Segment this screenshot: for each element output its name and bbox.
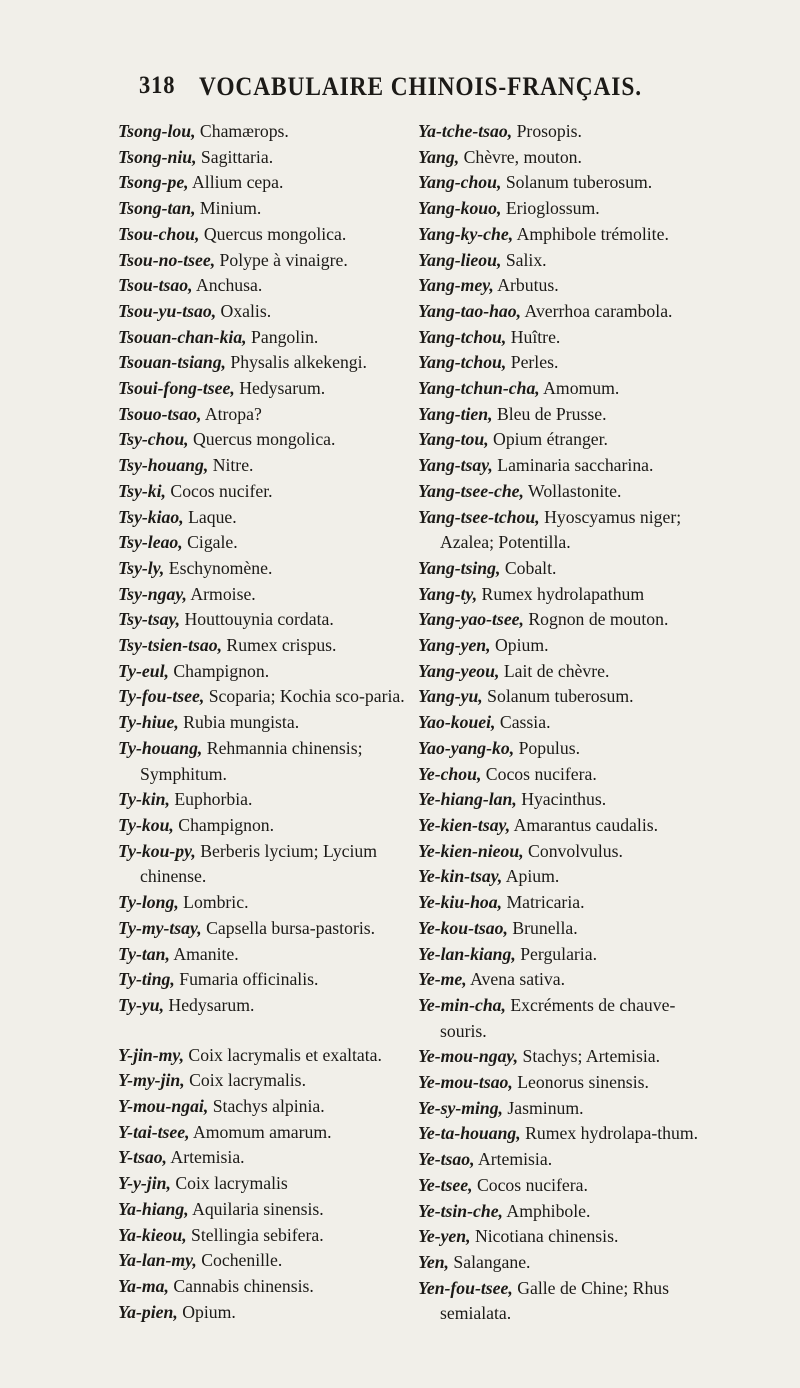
entry-definition: Arbutus.: [493, 275, 559, 296]
entry-term: Yen,: [418, 1251, 449, 1272]
entry-term: Yang-tchun-cha,: [418, 378, 540, 399]
vocabulary-entry: [118, 993, 418, 1019]
entry-definition: Houttouynia cordata.: [180, 609, 334, 630]
entry-definition: Fumaria officinalis.: [174, 969, 319, 990]
entry-definition: Rumex hydrolapa-thum.: [520, 1123, 699, 1144]
entry-definition: Matricaria.: [502, 892, 585, 913]
entry-term: Y-my-jin,: [118, 1070, 185, 1091]
entry-definition: Laminaria saccharina.: [492, 455, 654, 476]
entry-term: Yang-yen,: [418, 635, 491, 656]
entry-definition: Coix lacrymalis et exaltata.: [184, 1044, 382, 1065]
entry-definition: Sagittaria.: [196, 146, 274, 167]
entry-term: Tsouan-chan-kia,: [118, 326, 247, 347]
vocabulary-entry: [118, 170, 418, 196]
entry-definition: Amphibole trémolite.: [513, 223, 669, 244]
vocabulary-entry: [418, 505, 718, 556]
vocabulary-entry: [118, 684, 418, 710]
entry-definition: Coix lacrymalis: [170, 1173, 288, 1194]
vocabulary-entry: [418, 967, 718, 993]
vocabulary-entry: [418, 890, 718, 916]
entry-term: Ty-tan,: [118, 943, 170, 964]
entry-definition: Averrhoa carambola.: [521, 300, 673, 321]
entry-term: Ye-yen,: [418, 1226, 471, 1247]
entry-term: Yang-tien,: [418, 403, 493, 424]
vocabulary-entry: [118, 222, 418, 248]
vocabulary-entry: [118, 530, 418, 556]
entry-definition: Stachys; Artemisia.: [518, 1046, 661, 1067]
vocabulary-entry: [418, 1250, 718, 1276]
entry-definition: Hedysarum.: [234, 378, 326, 399]
vocabulary-entry: [118, 890, 418, 916]
entry-definition: Coix lacrymalis.: [184, 1070, 306, 1091]
entry-term: Ty-kou,: [118, 814, 174, 835]
entry-term: Yang-yao-tsee,: [418, 609, 524, 630]
vocabulary-entry: [118, 1274, 418, 1300]
entry-definition: Cannabis chinensis.: [168, 1275, 314, 1296]
vocabulary-entry: [418, 582, 718, 608]
entry-definition: Rumex hydrolapathum: [477, 583, 645, 604]
page-number: 318: [139, 72, 176, 99]
entry-term: Ye-hiang-lan,: [418, 789, 517, 810]
entry-definition: Hyacinthus.: [516, 789, 607, 810]
entry-term: Tsy-ngay,: [118, 583, 187, 604]
vocabulary-entry: [418, 710, 718, 736]
entry-definition: Apium.: [502, 866, 560, 887]
vocabulary-entry: [418, 453, 718, 479]
vocabulary-entry: [418, 1199, 718, 1225]
vocabulary-entry: [118, 453, 418, 479]
entry-term: Ye-lan-kiang,: [418, 943, 516, 964]
entry-term: Y-tsao,: [118, 1147, 167, 1168]
entry-term: Yang-ky-che,: [418, 223, 514, 244]
entry-definition: Salangane.: [448, 1251, 531, 1272]
vocabulary-entry: [118, 119, 418, 145]
entry-term: Ya-tche-tsao,: [418, 121, 513, 141]
vocabulary-entry: [118, 736, 418, 787]
entry-definition: Convolvulus.: [523, 840, 623, 861]
entry-term: Ya-pien,: [118, 1301, 178, 1322]
entry-definition: Rumex crispus.: [222, 635, 337, 656]
entry-term: Ty-hiue,: [118, 712, 179, 733]
entry-definition: Lait de chèvre.: [499, 660, 610, 681]
vocabulary-entry: [118, 376, 418, 402]
entry-term: Ye-kien-nieou,: [418, 840, 524, 861]
vocabulary-entry: [418, 273, 718, 299]
entry-term: Ty-my-tsay,: [118, 917, 202, 938]
entry-term: Y-mou-ngai,: [118, 1096, 209, 1117]
entry-definition: Berberis lycium; Lycium chinense.: [140, 840, 378, 887]
entry-term: Ty-long,: [118, 892, 179, 913]
entry-term: Yang-tchou,: [418, 352, 507, 373]
entry-definition: Oxalis.: [216, 300, 272, 321]
entry-definition: Cochenille.: [196, 1250, 283, 1271]
entry-definition: Huître.: [506, 326, 561, 347]
vocabulary-entry: [418, 196, 718, 222]
vocabulary-entry: [118, 582, 418, 608]
vocabulary-entry: [118, 273, 418, 299]
vocabulary-entry: [418, 942, 718, 968]
vocabulary-entry: [118, 350, 418, 376]
entry-term: Ye-ta-houang,: [418, 1123, 521, 1144]
entry-definition: Amanite.: [169, 943, 239, 964]
vocabulary-entry: [118, 710, 418, 736]
entry-definition: Amomum.: [539, 378, 620, 399]
entry-definition: Quercus mongolica.: [199, 223, 347, 244]
entry-term: Tsouo-tsao,: [118, 403, 202, 424]
entry-term: Ye-chou,: [418, 763, 482, 784]
entry-definition: Chèvre, mouton.: [459, 146, 582, 167]
entry-term: Yao-kouei,: [418, 712, 496, 733]
entry-term: Tsy-ki,: [118, 480, 166, 501]
entry-definition: Rognon de mouton.: [523, 609, 669, 630]
entry-term: Yang-chou,: [418, 172, 502, 193]
entry-definition: Galle de Chine; Rhus semialata.: [440, 1277, 670, 1324]
entry-term: Tsouan-tsiang,: [118, 352, 226, 373]
vocabulary-entry: [118, 633, 418, 659]
entry-definition: Artemisia.: [474, 1149, 553, 1170]
entry-term: Tsong-niu,: [118, 146, 197, 167]
entry-term: Tsou-chou,: [118, 223, 200, 244]
entry-definition: Prosopis.: [512, 121, 582, 141]
vocabulary-entry: [118, 659, 418, 685]
entry-term: Ty-kou-py,: [118, 840, 196, 861]
entry-definition: Opium.: [490, 635, 549, 656]
entry-definition: Stachys alpinia.: [208, 1096, 325, 1117]
entry-term: Ye-sy-ming,: [418, 1097, 503, 1118]
entry-definition: Erioglossum.: [501, 198, 600, 219]
entry-term: Ye-mou-tsao,: [418, 1072, 513, 1093]
vocabulary-entry: [418, 633, 718, 659]
vocabulary-entry: [418, 916, 718, 942]
entry-term: Tsy-leao,: [118, 532, 183, 553]
entry-definition: Polype à vinaigre.: [215, 249, 348, 270]
entry-term: Tsou-no-tsee,: [118, 249, 216, 270]
entry-definition: Opium étranger.: [488, 429, 608, 450]
vocabulary-entry: [418, 222, 718, 248]
vocabulary-entry: [418, 1173, 718, 1199]
entry-definition: Quercus mongolica.: [188, 429, 336, 450]
entry-term: Yang-kouo,: [418, 198, 502, 219]
entry-definition: Hyoscyamus niger; Azalea; Potentilla.: [440, 506, 682, 553]
entry-definition: Avena sativa.: [466, 969, 566, 990]
entry-definition: Populus.: [514, 737, 580, 758]
entry-term: Tsong-pe,: [118, 172, 189, 193]
entry-definition: Eschynomène.: [164, 557, 273, 578]
page-header: [139, 72, 699, 112]
entry-term: Yang,: [418, 146, 460, 167]
vocabulary-entry: [118, 1145, 418, 1171]
vocabulary-entry: [418, 402, 718, 428]
entry-term: Ty-yu,: [118, 994, 164, 1015]
vocabulary-entry: [118, 1197, 418, 1223]
entry-term: Ya-kieou,: [118, 1224, 187, 1245]
entry-term: Tsong-tan,: [118, 198, 196, 219]
entry-term: Ye-tsin-che,: [418, 1200, 503, 1221]
entry-definition: Excréments de chauve-souris.: [440, 994, 676, 1041]
vocabulary-entry: [118, 145, 418, 171]
vocabulary-entry: [118, 248, 418, 274]
vocabulary-entry: [118, 1094, 418, 1120]
entry-term: Ye-kou-tsao,: [418, 917, 508, 938]
right-column: [418, 119, 718, 1327]
entry-term: Tsoui-fong-tsee,: [118, 378, 235, 399]
vocabulary-entry: [118, 967, 418, 993]
vocabulary-entry: [118, 299, 418, 325]
entry-term: Ye-tsao,: [418, 1149, 475, 1170]
entry-definition: Atropa?: [201, 403, 262, 424]
vocabulary-entry: [118, 1171, 418, 1197]
vocabulary-entry: [118, 1248, 418, 1274]
entry-definition: Cigale.: [182, 532, 238, 553]
vocabulary-entry: [418, 350, 718, 376]
entry-definition: Brunella.: [507, 917, 578, 938]
entry-term: Yao-yang-ko,: [418, 737, 515, 758]
entry-definition: Capsella bursa-pastoris.: [201, 917, 376, 938]
entry-term: Ya-ma,: [118, 1275, 169, 1296]
vocabulary-entry: [118, 607, 418, 633]
entry-definition: Amphibole.: [502, 1200, 591, 1221]
entry-definition: Jasminum.: [502, 1097, 584, 1118]
entry-definition: Champignon.: [168, 660, 270, 681]
entry-term: Yang-tsee-che,: [418, 480, 524, 501]
entry-definition: Amarantus caudalis.: [510, 814, 659, 835]
vocabulary-entry: [418, 1147, 718, 1173]
entry-definition: Solanum tuberosum.: [501, 172, 653, 193]
entry-definition: Allium cepa.: [188, 172, 284, 193]
entry-term: Tsy-tsien-tsao,: [118, 635, 222, 656]
entry-definition: Opium.: [177, 1301, 236, 1322]
entry-definition: Aquilaria sinensis.: [188, 1198, 324, 1219]
vocabulary-entry: [418, 170, 718, 196]
vocabulary-entry: [118, 402, 418, 428]
entry-definition: Cobalt.: [500, 557, 557, 578]
vocabulary-entry: [118, 325, 418, 351]
entry-term: Yang-yu,: [418, 686, 483, 707]
entry-definition: Hedysarum.: [164, 994, 255, 1015]
entry-term: Ya-lan-my,: [118, 1250, 197, 1271]
entry-term: Yang-tou,: [418, 429, 489, 450]
vocabulary-entry: [418, 1044, 718, 1070]
entry-term: Tsy-houang,: [118, 455, 209, 476]
entry-term: Ye-me,: [418, 969, 467, 990]
vocabulary-entry: [118, 196, 418, 222]
entry-term: Ye-min-cha,: [418, 994, 506, 1015]
vocabulary-entry: [118, 1120, 418, 1146]
vocabulary-entry: [118, 916, 418, 942]
vocabulary-entry: [418, 787, 718, 813]
entry-term: Ye-tsee,: [418, 1174, 473, 1195]
entry-term: Ty-fou-tsee,: [118, 686, 205, 707]
vocabulary-entry: [418, 556, 718, 582]
entry-term: Y-tai-tsee,: [118, 1121, 190, 1142]
entry-definition: Anchusa.: [192, 275, 263, 296]
entry-term: Ye-kin-tsay,: [418, 866, 503, 887]
entry-definition: Leonorus sinensis.: [512, 1072, 649, 1093]
entry-term: Tsy-tsay,: [118, 609, 181, 630]
entry-term: Yang-tchou,: [418, 326, 507, 347]
entry-term: Ty-houang,: [118, 737, 203, 758]
entry-definition: Amomum amarum.: [189, 1121, 332, 1142]
vocabulary-entry: [418, 762, 718, 788]
vocabulary-entry: [418, 325, 718, 351]
vocabulary-entry: [418, 736, 718, 762]
entry-definition: Physalis alkekengi.: [225, 352, 367, 373]
vocabulary-entry: [418, 864, 718, 890]
vocabulary-entry: [418, 145, 718, 171]
entry-term: Y-jin-my,: [118, 1044, 184, 1065]
entry-definition: Minium.: [195, 198, 262, 219]
entry-definition: Chamærops.: [195, 121, 289, 141]
entry-term: Yang-mey,: [418, 275, 494, 296]
entry-term: Yang-yeou,: [418, 660, 500, 681]
entry-definition: Laque.: [183, 506, 237, 527]
vocabulary-entry: [418, 427, 718, 453]
entry-definition: Cocos nucifera.: [481, 763, 597, 784]
entry-term: Ye-mou-ngay,: [418, 1046, 519, 1067]
vocabulary-entry: [418, 1276, 718, 1327]
vocabulary-entry: [418, 839, 718, 865]
entry-definition: Armoise.: [186, 583, 256, 604]
entry-definition: Rehmannia chinensis; Symphitum.: [140, 737, 363, 784]
vocabulary-entry: [418, 299, 718, 325]
entry-term: Ya-hiang,: [118, 1198, 189, 1219]
entry-term: Yang-ty,: [418, 583, 478, 604]
entry-definition: Artemisia.: [166, 1147, 245, 1168]
vocabulary-entry: [118, 1068, 418, 1094]
entry-term: Yang-tsay,: [418, 455, 493, 476]
entry-definition: Stellingia sebifera.: [186, 1224, 324, 1245]
vocabulary-entry: [118, 787, 418, 813]
vocabulary-entry: [418, 248, 718, 274]
vocabulary-entry: [118, 1223, 418, 1249]
entry-term: Tsy-ly,: [118, 557, 165, 578]
entry-term: Ye-kien-tsay,: [418, 814, 511, 835]
entry-definition: Euphorbia.: [169, 789, 253, 810]
left-column: [118, 119, 418, 1325]
entry-term: Yang-tao-hao,: [418, 300, 522, 321]
vocabulary-entry: [118, 556, 418, 582]
entry-definition: Perles.: [506, 352, 559, 373]
vocabulary-entry: [118, 942, 418, 968]
entry-term: Y-y-jin,: [118, 1173, 171, 1194]
vocabulary-entry: [118, 427, 418, 453]
entry-term: Yang-tsing,: [418, 557, 501, 578]
running-title: VOCABULAIRE CHINOIS-FRANÇAIS.: [199, 72, 642, 101]
entry-definition: Wollastonite.: [523, 480, 622, 501]
entry-definition: Nicotiana chinensis.: [470, 1226, 619, 1247]
entry-definition: Solanum tuberosum.: [482, 686, 634, 707]
entry-definition: Lombric.: [178, 892, 249, 913]
vocabulary-entry: [418, 813, 718, 839]
entry-term: Ty-kin,: [118, 789, 170, 810]
entry-definition: Bleu de Prusse.: [492, 403, 607, 424]
vocabulary-entry: [118, 479, 418, 505]
entry-definition: Pangolin.: [246, 326, 319, 347]
vocabulary-entry: [418, 479, 718, 505]
entry-definition: Salix.: [501, 249, 547, 270]
entry-term: Yen-fou-tsee,: [418, 1277, 513, 1298]
entry-term: Tsy-kiao,: [118, 506, 184, 527]
entry-term: Tsou-tsao,: [118, 275, 193, 296]
vocabulary-entry: [118, 813, 418, 839]
vocabulary-entry: [418, 1121, 718, 1147]
vocabulary-entry: [418, 376, 718, 402]
vocabulary-entry: [418, 684, 718, 710]
entry-term: Ty-ting,: [118, 969, 175, 990]
vocabulary-entry: [418, 1224, 718, 1250]
vocabulary-entry: [118, 1043, 418, 1069]
entry-definition: Cocos nucifer.: [165, 480, 273, 501]
vocabulary-entry: [418, 659, 718, 685]
vocabulary-entry: [418, 607, 718, 633]
entry-definition: Pergularia.: [515, 943, 597, 964]
entry-term: Yang-lieou,: [418, 249, 502, 270]
entry-definition: Rubia mungista.: [178, 712, 300, 733]
vocabulary-entry: [118, 1300, 418, 1326]
entry-term: Ty-eul,: [118, 660, 169, 681]
vocabulary-entry: [118, 505, 418, 531]
vocabulary-entry: [418, 1096, 718, 1122]
entry-term: Yang-tsee-tchou,: [418, 506, 540, 527]
entry-term: Tsong-lou,: [118, 121, 196, 141]
entry-term: Tsou-yu-tsao,: [118, 300, 217, 321]
entry-term: Ye-kiu-hoa,: [418, 892, 503, 913]
vocabulary-entry: [118, 839, 418, 890]
entry-term: Tsy-chou,: [118, 429, 189, 450]
entry-definition: Champignon.: [173, 814, 275, 835]
vocabulary-entry: [418, 119, 718, 145]
vocabulary-entry: [418, 993, 718, 1044]
vocabulary-entry: [418, 1070, 718, 1096]
entry-definition: Scoparia; Kochia sco-paria.: [204, 686, 405, 707]
entry-definition: Cassia.: [495, 712, 551, 733]
entry-definition: Cocos nucifera.: [472, 1174, 588, 1195]
entry-definition: Nitre.: [208, 455, 254, 476]
